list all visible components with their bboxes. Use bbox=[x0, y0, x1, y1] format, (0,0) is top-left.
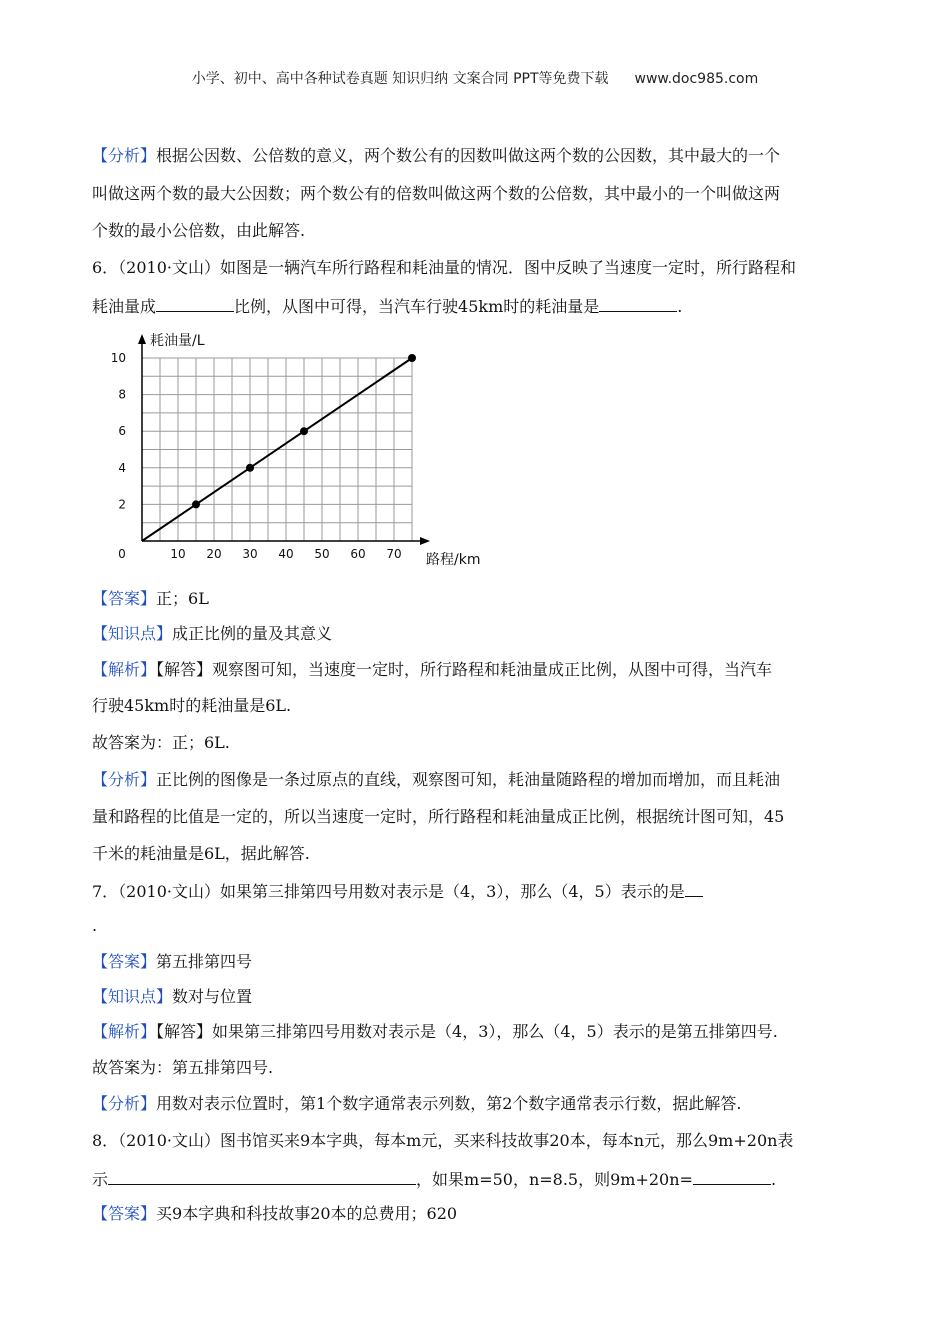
q5-analysis-line3: 个数的最小公倍数，由此解答. bbox=[92, 221, 306, 240]
q6-solution-line3: 故答案为：正；6L. bbox=[92, 733, 230, 752]
q5-analysis-line1: 【分析】根据公因数、公倍数的意义，两个数公有的因数叫做这两个数的公因数，其中最大的一个 bbox=[92, 146, 781, 165]
q7-question-line1: 7．（2010·文山）如果第三排第四号用数对表示是（4，3），那么（4，5）表示的是 bbox=[92, 880, 703, 902]
data-point bbox=[408, 354, 416, 362]
y-tick-label: 6 bbox=[118, 424, 126, 439]
data-point bbox=[246, 464, 254, 472]
y-axis-arrow bbox=[138, 334, 146, 344]
x-tick-label: 10 bbox=[170, 547, 186, 561]
data-point bbox=[300, 427, 308, 435]
x-axis-arrow bbox=[420, 537, 430, 545]
answer-blank[interactable] bbox=[693, 1168, 771, 1185]
x-tick-label: 50 bbox=[314, 547, 330, 561]
analysis-tag: 【分析】 bbox=[92, 146, 157, 165]
q5-analysis-line2: 叫做这两个数的最大公因数；两个数公有的倍数叫做这两个数的公倍数，其中最小的一个叫做这两 bbox=[92, 184, 781, 203]
y-tick-label: 10 bbox=[110, 351, 126, 365]
x-tick-label: 30 bbox=[242, 547, 258, 561]
y-tick-label: 4 bbox=[118, 460, 126, 475]
answer-blank[interactable] bbox=[156, 295, 234, 312]
q7-question-line2: . bbox=[92, 916, 98, 935]
header-url[interactable]: www.doc985.com bbox=[634, 71, 759, 87]
q7-knowledge: 【知识点】数对与位置 bbox=[92, 987, 253, 1006]
q6-analysis-line1: 【分析】正比例的图像是一条过原点的直线，观察图可知，耗油量随路程的增加而增加，而且耗油 bbox=[92, 770, 781, 789]
fuel-line-chart bbox=[100, 322, 500, 574]
q8-answer: 【答案】买9本字典和科技故事20本的总费用；620 bbox=[92, 1204, 458, 1223]
page-header bbox=[0, 68, 950, 88]
q6-analysis-line3: 千米的耗油量是6L，据此解答. bbox=[92, 844, 310, 863]
x-axis-label: 路程/km bbox=[426, 552, 481, 568]
x-tick-label: 0 bbox=[118, 547, 126, 561]
answer-blank[interactable] bbox=[599, 295, 677, 312]
q7-solution-line2: 故答案为：第五排第四号. bbox=[92, 1058, 274, 1077]
answer-blank[interactable] bbox=[685, 880, 703, 897]
x-tick-label: 20 bbox=[206, 547, 222, 561]
x-tick-label: 40 bbox=[278, 547, 294, 561]
q7-solution-line1: 【解析】【解答】如果第三排第四号用数对表示是（4，3），那么（4，5）表示的是第五排第四号. bbox=[92, 1022, 778, 1041]
q6-analysis-line2: 量和路程的比值是一定的，所以当速度一定时，所行路程和耗油量成正比例，根据统计图可知，45 bbox=[92, 807, 785, 826]
q6-question-line2: 耗油量成 比例，从图中可得，当汽车行驶45km时的耗油量是 . bbox=[92, 297, 683, 316]
answer-blank[interactable] bbox=[108, 1168, 416, 1185]
q8-question-line1: 8．（2010·文山）图书馆买来9本字典，每本m元，买来科技故事20本，每本n元，那么9m+20n表 bbox=[92, 1131, 794, 1150]
header-text: 小学、初中、高中各种试卷真题 知识归纳 文案合同 PPT等免费下载 bbox=[191, 71, 609, 87]
q8-question-line2: 示 ，如果m=50，n=8.5，则9m+20n= . bbox=[92, 1170, 777, 1189]
data-point bbox=[192, 500, 200, 508]
y-axis-label: 耗油量/L bbox=[150, 333, 205, 349]
y-tick-label: 8 bbox=[118, 387, 126, 402]
q6-answer: 【答案】正；6L bbox=[92, 589, 209, 608]
x-tick-label: 70 bbox=[386, 547, 402, 561]
q6-question-line1: 6．（2010·文山）如图是一辆汽车所行路程和耗油量的情况．图中反映了当速度一定时，所行路程和 bbox=[92, 258, 796, 277]
q7-answer: 【答案】第五排第四号 bbox=[92, 952, 253, 971]
y-tick-label: 2 bbox=[118, 497, 126, 512]
q6-knowledge: 【知识点】成正比例的量及其意义 bbox=[92, 624, 333, 643]
q6-solution-line1: 【解析】【解答】观察图可知，当速度一定时，所行路程和耗油量成正比例，从图中可得，当汽车 bbox=[92, 660, 773, 679]
x-tick-label: 60 bbox=[350, 547, 366, 561]
q6-solution-line2: 行驶45km时的耗油量是6L. bbox=[92, 696, 292, 715]
q7-analysis: 【分析】用数对表示位置时，第1个数字通常表示列数，第2个数字通常表示行数，据此解答. bbox=[92, 1094, 742, 1113]
